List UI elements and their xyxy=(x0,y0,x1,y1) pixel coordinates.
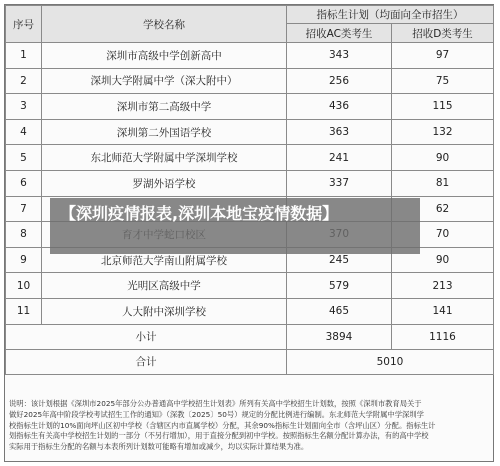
row-ac: 579 xyxy=(287,273,392,299)
row-index: 3 xyxy=(6,94,42,120)
row-d: 81 xyxy=(392,170,494,196)
row-school: 北京师范大学南山附属学校 xyxy=(42,247,287,273)
note-line: 校指标生计划的10%面向坪山区初中学校（含辖区内市直属学校）分配，其余90%指标生计划面向全市（含坪山区）分配。指标生计 xyxy=(9,420,436,430)
table-row xyxy=(6,170,494,196)
total-row xyxy=(6,349,494,374)
table-row xyxy=(6,119,494,145)
row-school: 东北师范大学附属中学深圳学校 xyxy=(42,145,287,171)
row-index: 11 xyxy=(6,298,42,324)
row-ac: 245 xyxy=(287,247,392,273)
row-d: 90 xyxy=(392,247,494,273)
row-index: 5 xyxy=(6,145,42,171)
table-row xyxy=(6,43,494,69)
header-ac: 招收AC类考生 xyxy=(287,24,392,43)
row-index: 6 xyxy=(6,170,42,196)
row-index: 2 xyxy=(6,68,42,94)
row-school: 光明区高级中学 xyxy=(42,273,287,299)
row-school: 人大附中深圳学校 xyxy=(42,298,287,324)
row-index: 4 xyxy=(6,119,42,145)
row-ac: 363 xyxy=(287,119,392,145)
row-school: 深圳市高级中学创新高中 xyxy=(42,43,287,69)
row-index: 8 xyxy=(6,222,42,248)
row-index: 1 xyxy=(6,43,42,69)
note-line: 划指标生有关高中学校招生计划的一部分（不另行增加），用于直接分配到初中学校。按照指标生名额分配计算办法，有的高中学校 xyxy=(9,431,429,441)
row-d: 75 xyxy=(392,68,494,94)
overlay-banner: 【深圳疫情报表,深圳本地宝疫情数据】 xyxy=(50,198,420,254)
header-quota-group: 指标生计划（均面向全市招生） xyxy=(287,6,494,24)
row-index: 9 xyxy=(6,247,42,273)
row-ac: 436 xyxy=(287,94,392,120)
row-school: 深圳市第二高级中学 xyxy=(42,94,287,120)
row-school: 深圳大学附属中学（深大附中） xyxy=(42,68,287,94)
table-row xyxy=(6,273,494,299)
subtotal-ac: 3894 xyxy=(287,324,392,349)
subtotal-d: 1116 xyxy=(392,324,494,349)
subtotal-label: 小计 xyxy=(6,324,287,349)
row-d: 132 xyxy=(392,119,494,145)
note-line: 实际用于指标生分配的名额与本表所列计划数可能略有增加或减少，均以实际计算结果为准。 xyxy=(9,442,309,452)
note-line: 说明：该计划根据《深圳市2025年部分公办普通高中学校招生计划表》所列有关高中学校招生计划数，按照《深圳市教育局关于 xyxy=(9,399,422,408)
total-value: 5010 xyxy=(287,349,494,374)
row-d: 213 xyxy=(392,273,494,299)
row-school: 罗湖外语学校 xyxy=(42,170,287,196)
row-ac: 337 xyxy=(287,170,392,196)
row-ac: 241 xyxy=(287,145,392,171)
header-school: 学校名称 xyxy=(42,6,287,43)
header-index: 序号 xyxy=(6,6,42,43)
row-school: 深圳第二外国语学校 xyxy=(42,119,287,145)
row-d: 141 xyxy=(392,298,494,324)
quota-table xyxy=(5,5,494,375)
row-ac: 465 xyxy=(287,298,392,324)
row-d: 115 xyxy=(392,94,494,120)
row-index: 10 xyxy=(6,273,42,299)
total-label: 合计 xyxy=(6,349,287,374)
row-ac: 343 xyxy=(287,43,392,69)
row-ac: 256 xyxy=(287,68,392,94)
table-row xyxy=(6,68,494,94)
note-line: 做好2025年高中阶段学校考试招生工作的通知》（深教〔2025〕50号）规定的分配比例进行编制。东北师范大学附属中学深圳学 xyxy=(9,409,424,419)
row-d: 62 xyxy=(392,196,494,222)
table-row xyxy=(6,94,494,120)
table-row xyxy=(6,298,494,324)
header-d: 招收D类考生 xyxy=(392,24,494,43)
row-index: 7 xyxy=(6,196,42,222)
row-d: 90 xyxy=(392,145,494,171)
subtotal-row xyxy=(6,324,494,349)
table-row xyxy=(6,145,494,171)
row-d: 97 xyxy=(392,43,494,69)
row-d: 70 xyxy=(392,222,494,248)
explanatory-note xyxy=(9,399,489,453)
